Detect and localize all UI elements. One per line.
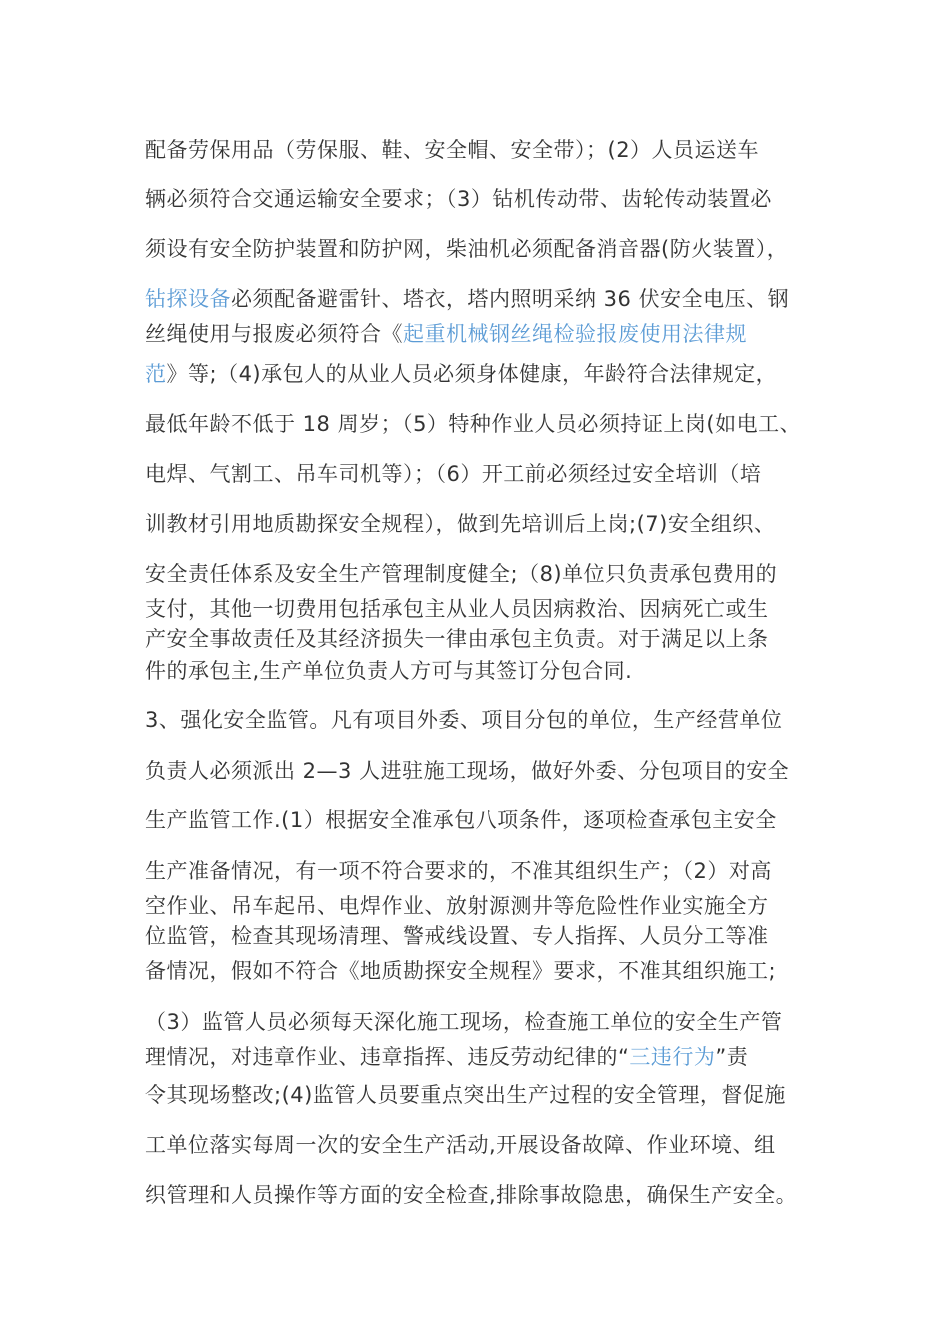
hyperlink[interactable]: 起重机械钢丝绳检验报废使用法律规 [403, 322, 747, 346]
text-line [145, 285, 789, 313]
text-line [145, 320, 747, 348]
text-segment: 支付，其他一切费用包括承包主从业人员因病救治、因病死亡或生 [145, 597, 769, 621]
text-segment: 》等;（4)承包人的从业人员必须身体健康，年龄符合法律规定， [166, 362, 778, 386]
text-line [145, 360, 777, 388]
text-segment: 位监管，检查其现场清理、警戒线设置、专人指挥、人员分工等准 [145, 924, 769, 948]
text-line [145, 560, 777, 588]
text-line [145, 1008, 782, 1036]
hyperlink[interactable]: 范 [145, 362, 167, 386]
text-segment: （3）监管人员必须每天深化施工现场，检查施工单位的安全生产管 [145, 1010, 783, 1034]
text-segment: 理情况，对违章作业、违章指挥、违反劳动纪律的“ [145, 1045, 630, 1069]
text-segment: 备情况，假如不符合《地质勘探安全规程》要求，不准其组织施工; [145, 959, 777, 983]
text-segment: 最低年龄不低于 18 周岁；（5）特种作业人员必须持证上岗(如电工、 [145, 412, 802, 436]
text-segment: 令其现场整改;(4)监管人员要重点突出生产过程的安全管理，督促施 [145, 1083, 786, 1107]
text-segment: 负责人必须派出 2—3 人进驻施工现场，做好外委、分包项目的安全 [145, 759, 790, 783]
text-segment: 电焊、气割工、吊车司机等）；（6）开工前必须经过安全培训（培 [145, 462, 762, 486]
text-segment: 丝绳使用与报废必须符合《 [145, 322, 403, 346]
text-line [145, 185, 772, 213]
text-segment: 生产监管工作.(1）根据安全准承包八项条件，逐项检查承包主安全 [145, 808, 777, 832]
text-line [145, 595, 769, 623]
text-segment: 生产准备情况，有一项不符合要求的，不准其组织生产；（2）对高 [145, 859, 772, 883]
text-line [145, 706, 782, 734]
text-line [145, 510, 775, 538]
text-segment: 织管理和人员操作等方面的安全检查,排除事故隐患，确保生产安全。 [145, 1183, 798, 1207]
text-segment: 须设有安全防护装置和防护网，柴油机必须配备消音器(防火装置）， [145, 237, 789, 261]
text-line [145, 410, 801, 438]
text-line [145, 657, 632, 685]
text-line [145, 957, 776, 985]
text-segment: 训教材引用地质勘探安全规程），做到先培训后上岗;(7)安全组织、 [145, 512, 776, 536]
text-segment: 配备劳保用品（劳保服、鞋、安全帽、安全带）；(2）人员运送车 [145, 138, 760, 162]
text-line [145, 757, 789, 785]
text-segment: 件的承包主,生产单位负责人方可与其签订分包合同. [145, 659, 633, 683]
text-line [145, 922, 769, 950]
text-line [145, 136, 759, 164]
text-segment: 辆必须符合交通运输安全要求；（3）钻机传动带、齿轮传动装置必 [145, 187, 772, 211]
text-line [145, 857, 772, 885]
text-line [145, 1181, 797, 1209]
text-line [145, 460, 761, 488]
text-segment: 工单位落实每周一次的安全生产活动,开展设备故障、作业环境、组 [145, 1133, 776, 1157]
text-line [145, 1081, 786, 1109]
text-line [145, 1043, 748, 1071]
text-segment: 空作业、吊车起吊、电焊作业、放射源测井等危险性作业实施全方 [145, 894, 769, 918]
text-line [145, 235, 788, 263]
text-segment: 3、强化安全监管。凡有项目外委、项目分包的单位，生产经营单位 [145, 708, 783, 732]
text-line [145, 1131, 776, 1159]
hyperlink[interactable]: 三违行为 [629, 1045, 716, 1069]
text-segment: 安全责任体系及安全生产管理制度健全;（8)单位只负责承包费用的 [145, 562, 778, 586]
hyperlink[interactable]: 钻探设备 [145, 287, 231, 311]
text-segment: 产安全事故责任及其经济损失一律由承包主负责。对于满足以上条 [145, 627, 769, 651]
text-segment: 必须配备避雷针、塔衣，塔内照明采纳 36 伏安全电压、钢 [231, 287, 790, 311]
text-line [145, 625, 769, 653]
text-line [145, 892, 769, 920]
text-segment: ”责 [715, 1045, 749, 1069]
text-line [145, 806, 777, 834]
